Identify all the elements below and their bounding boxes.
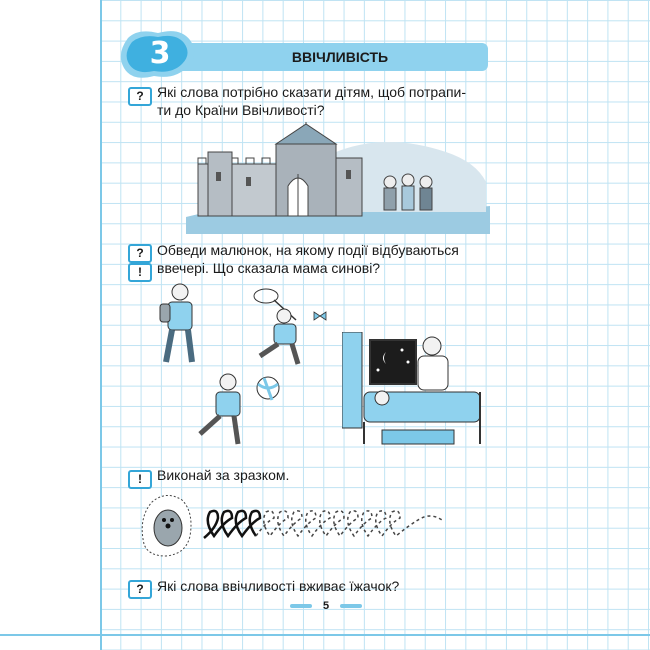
castle-illustration (186, 122, 490, 234)
page-title: ВВІЧЛИВІСТЬ (291, 49, 389, 65)
bottom-border-line (0, 634, 650, 636)
cursive-letter-sample (198, 500, 466, 548)
question-icon: ? (128, 244, 152, 263)
lesson-number: 3 (149, 36, 171, 71)
page-number-bar-left (290, 604, 312, 608)
task-3-line-1: Виконай за зразком. (157, 467, 290, 483)
hedgehog-illustration (136, 488, 196, 560)
exclamation-icon: ! (128, 263, 152, 282)
question-icon: ? (128, 580, 152, 599)
task-2-line-2: ввечері. Що сказала мама синові? (157, 260, 381, 276)
night-bedroom-illustration (342, 332, 488, 450)
margin-line (100, 0, 102, 650)
boy-with-ball-illustration (180, 370, 284, 448)
exclamation-icon: ! (128, 470, 152, 489)
boy-walking-illustration (154, 282, 204, 368)
task-2-line-1: Обведи малюнок, на якому події відбуваються (157, 242, 459, 258)
page-number-footer (286, 598, 366, 614)
boy-with-net-illustration (240, 286, 332, 368)
task-1-line-1: Які слова потрібно сказати дітям, щоб потрапи- (157, 84, 467, 100)
page-number-bar-right (340, 604, 362, 608)
task-1-line-2: ти до Країни Ввічливості? (157, 102, 325, 118)
task-4-line-1: Які слова ввічливості вживає їжачок? (157, 578, 400, 594)
question-icon: ? (128, 87, 152, 106)
page-number: 5 (322, 600, 330, 612)
